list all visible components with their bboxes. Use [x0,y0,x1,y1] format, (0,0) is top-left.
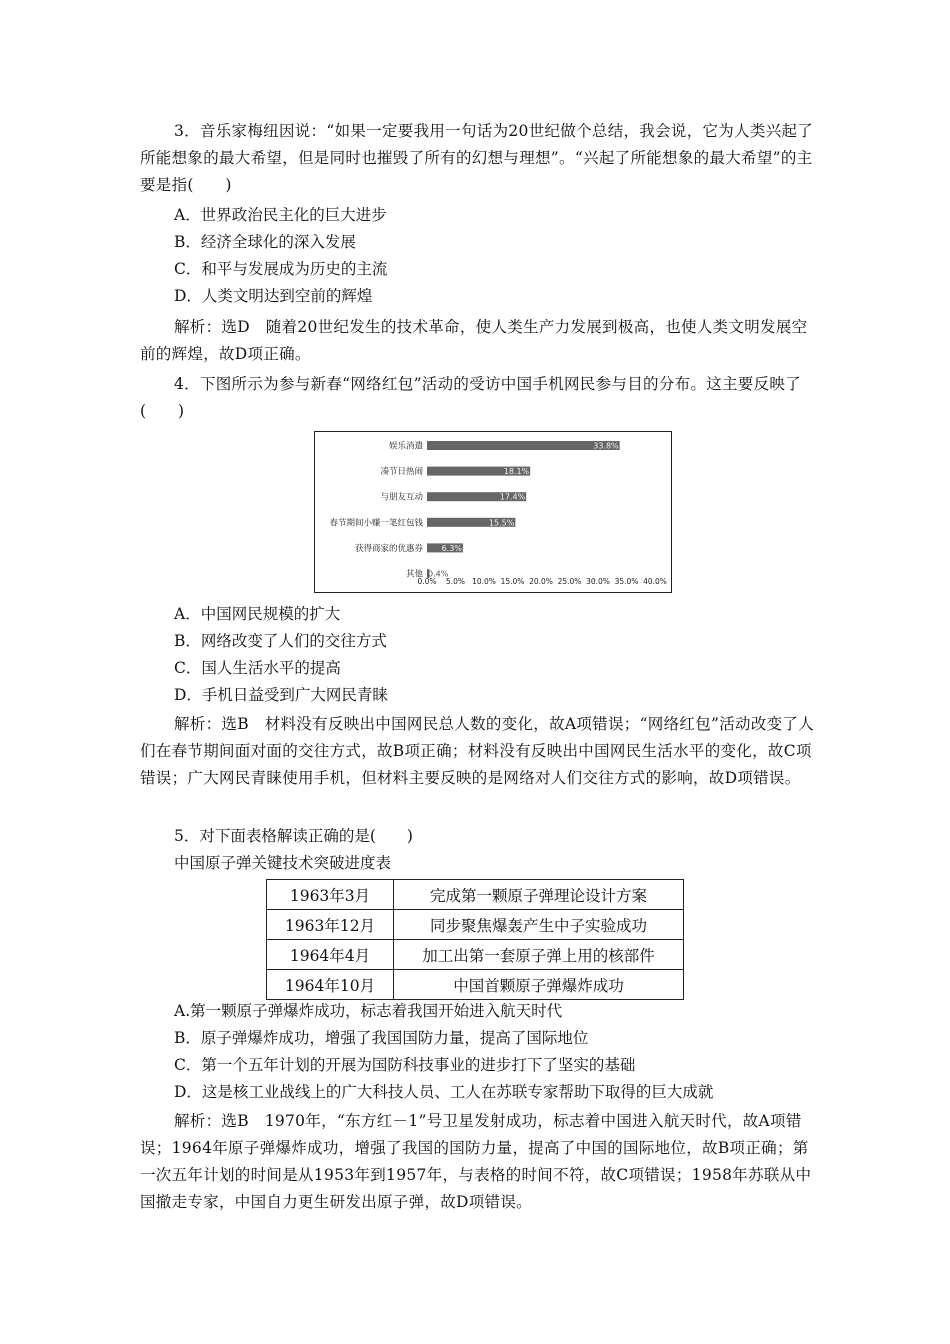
table-cell-event: 加工出第一套原子弹上用的核部件 [394,940,684,970]
x-tick-label: 0.0% [417,577,437,586]
category-label: 春节期间小赚一笔红包钱 [329,518,423,529]
purpose-bar-chart [314,431,672,593]
q5-option-a: A.第一颗原子弹爆炸成功，标志着我国开始进入航天时代 [174,1002,563,1020]
table-cell-date: 1964年10月 [267,970,394,1000]
x-tick-label: 20.0% [529,577,553,586]
data-label: 15.5% [488,518,515,528]
q3-option-b: B．经济全球化的深入发展 [174,233,356,251]
table-cell-date: 1963年12月 [267,910,394,940]
table-cell-event: 中国首颗原子弹爆炸成功 [394,970,684,1000]
table-row [267,970,684,1000]
category-label: 凑节日热闹 [380,467,423,478]
x-tick-label: 15.0% [500,577,525,586]
data-label: 6.3% [441,543,462,553]
x-tick-label: 5.0% [445,577,466,586]
q4-option-b: B．网络改变了人们的交往方式 [174,632,387,650]
q4-analysis: 解析：选B 材料没有反映出中国网民总人数的变化，故A项错误；“网络红包”活动改变了人们在春节期间面对面的交往方式，故B项正确；材料没有反映出中国网民生活水平的变化，故C项错误；广大网民青睐使用手机，但材料主要反映的是网络对人们交往方式的影响，故D项错误。 [140,715,815,787]
q5-analysis: 解析：选B 1970年，“东方红－1”号卫星发射成功，标志着中国进入航天时代，故A项错误；1964年原子弹爆炸成功，增强了我国的国防力量，提高了中国的国际地位，故B项正确；第一次五年计划的时间是从1953年到1957年，与表格的时间不符，故C项错误；1958年苏联从中国撤走专家，中国自力更生研发出原子弹，故D项错误。 [140,1112,812,1211]
q3-analysis: 解析：选D 随着20世纪发生的技术革命，使人类生产力发展到极高，也使人类文明发展空前的辉煌，故D项正确。 [140,318,808,363]
q3-option-d: D．人类文明达到空前的辉煌 [174,287,373,305]
x-tick-label: 30.0% [586,577,610,586]
q4-option-c: C．国人生活水平的提高 [174,659,341,677]
table-row [267,880,684,910]
table-cell-event: 同步聚焦爆轰产生中子实验成功 [394,910,684,940]
q3-stem: 3．音乐家梅纽因说：“如果一定要我用一句话为20世纪做个总结，我会说，它为人类兴起了所能想象的最大希望，但是同时也摧毁了所有的幻想与理想”。“兴起了所能想象的最大希望”的主要是指( ) [140,122,814,194]
q3-option-a: A．世界政治民主化的巨大进步 [174,206,387,224]
table-row [267,910,684,940]
x-tick-label: 10.0% [472,577,496,586]
x-tick-label: 25.0% [557,577,582,586]
q4-option-d: D．手机日益受到广大网民青睐 [174,686,388,704]
q5-option-c: C．第一个五年计划的开展为国防科技事业的进步打下了坚实的基础 [174,1056,636,1074]
q4-option-a: A．中国网民规模的扩大 [174,605,341,623]
x-tick-label: 40.0% [643,577,667,586]
data-label: 18.1% [503,467,530,477]
category-label: 娱乐消遣 [388,441,423,452]
table-row [267,940,684,970]
table-cell-event: 完成第一颗原子弹理论设计方案 [394,880,684,910]
category-label: 与朋友互动 [380,492,423,503]
data-label: 17.4% [499,492,526,502]
q5-stem: 5．对下面表格解读正确的是( ) [174,827,413,845]
q5-option-d: D．这是核工业战线上的广大科技人员、工人在苏联专家帮助下取得的巨大成就 [174,1083,714,1101]
x-tick-label: 35.0% [614,577,639,586]
data-label: 0.4% [428,569,449,579]
q4-stem: 4．下图所示为参与新春“网络红包”活动的受访中国手机网民参与目的分布。这主要反映了( ) [140,375,802,420]
q5-option-b: B．原子弹爆炸成功，增强了我国国防力量，提高了国际地位 [174,1029,589,1047]
table-cell-date: 1964年4月 [267,940,394,970]
category-label: 其他 [405,569,423,580]
q5-table-title: 中国原子弹关键技术突破进度表 [174,854,392,872]
q3-option-c: C．和平与发展成为历史的主流 [174,260,388,278]
progress-table [266,879,684,1000]
data-label: 33.8% [593,441,619,451]
bar [427,441,620,450]
category-label: 获得商家的优惠券 [354,543,423,554]
table-cell-date: 1963年3月 [267,880,394,910]
chart-canvas [315,432,671,592]
